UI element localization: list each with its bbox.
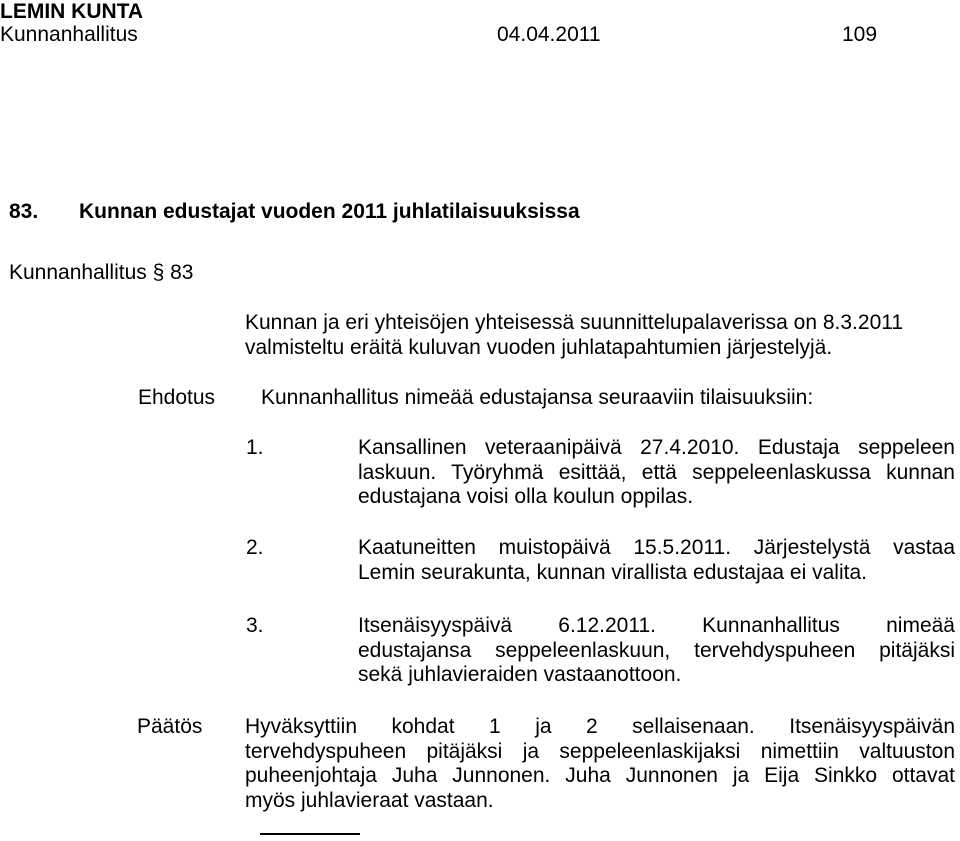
item-2-text	[358, 536, 955, 585]
closing-rule	[260, 833, 360, 835]
header-date: 04.04.2011	[497, 23, 601, 46]
item-2-line-2: Lemin seurakunta, kunnan virallista edustajaa ei valita.	[358, 560, 867, 584]
item-3-number: 3.	[246, 614, 264, 637]
item-3-line-3: sekä juhlavieraiden vastaanottoon.	[358, 663, 682, 686]
item-2-line-1: Kaatuneitten muistopäivä 15.5.2011. Järjestelystä vastaa	[358, 536, 955, 559]
item-2-number: 2.	[246, 536, 264, 559]
municipality-name: LEMIN KUNTA	[0, 0, 144, 23]
decision-line-1: Hyväksyttiin kohdat 1 ja 2 sellaisenaan. Itsenäisyyspäivän	[245, 715, 955, 738]
item-3-line-2: edustajansa seppeleenlaskuun, tervehdyspuheen pitäjäksi	[358, 638, 955, 662]
decision-label: Päätös	[137, 715, 203, 738]
background-line-1: Kunnan ja eri yhteisöjen yhteisessä suunnittelupalaverissa on 8.3.2011	[245, 311, 904, 334]
page-number: 109	[842, 23, 878, 46]
proposal-label: Ehdotus	[138, 386, 216, 409]
item-1-line-3: edustajana voisi olla koulun oppilas.	[358, 485, 694, 508]
item-3-line-1: Itsenäisyyspäivä 6.12.2011. Kunnanhallitus nimeää	[358, 614, 955, 637]
proposal-intro: Kunnanhallitus nimeää edustajansa seuraaviin tilaisuuksiin:	[261, 386, 814, 409]
header-body: Kunnanhallitus	[0, 23, 138, 46]
item-3-text	[358, 614, 955, 688]
section-number: 83.	[9, 200, 39, 223]
decision-line-2: tervehdyspuheen pitäjäksi ja seppeleenlaskijaksi nimettiin valtuuston	[245, 739, 955, 763]
item-1-number: 1.	[246, 436, 264, 459]
decision-line-4: myös juhlavieraat vastaan.	[245, 788, 494, 812]
item-1-line-2: laskuun. Työryhmä esittää, että seppeleenlaskussa kunnan	[358, 460, 955, 484]
section-reference: Kunnanhallitus § 83	[9, 261, 194, 284]
item-1-text	[358, 436, 955, 510]
item-1-line-1: Kansallinen veteraanipäivä 27.4.2010. Edustaja seppeleen	[358, 436, 955, 459]
background-line-2: valmisteltu eräitä kuluvan vuoden juhlatapahtumien järjestelyjä.	[245, 336, 833, 359]
section-title: Kunnan edustajat vuoden 2011 juhlatilaisuuksissa	[79, 200, 580, 223]
decision-line-3: puheenjohtaja Juha Junnonen. Juha Junnonen ja Eija Sinkko ottavat	[245, 764, 955, 787]
decision-text	[245, 715, 955, 813]
